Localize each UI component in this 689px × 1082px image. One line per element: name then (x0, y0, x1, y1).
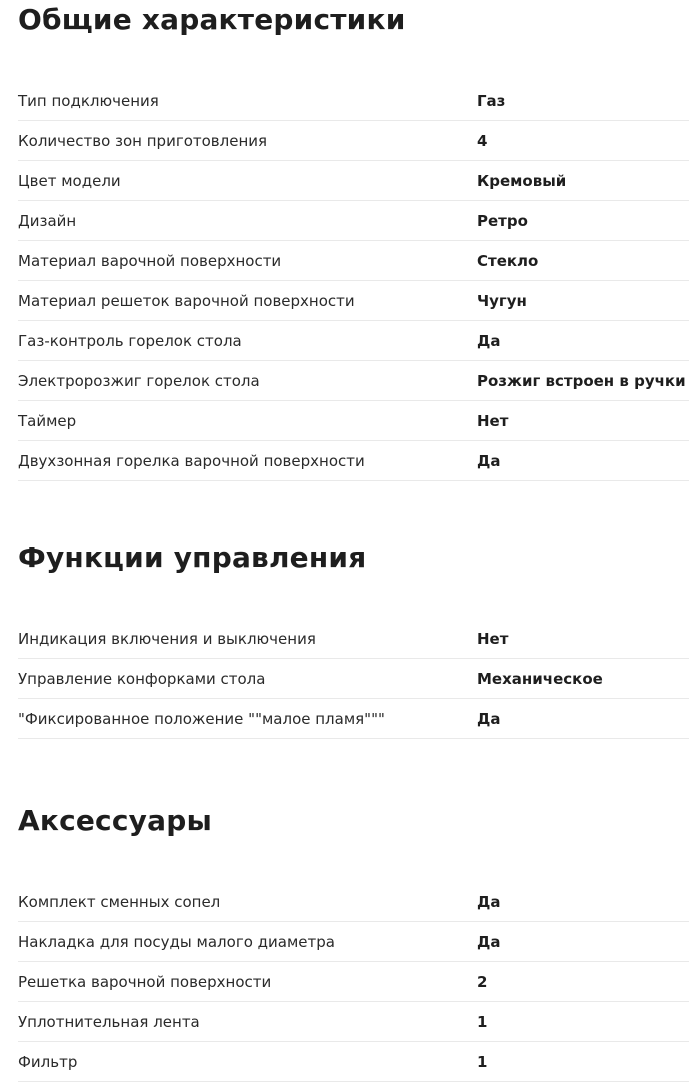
spec-label: Тип подключения (18, 92, 159, 110)
spec-label: Уплотнительная лента (18, 1013, 200, 1031)
spec-row (18, 441, 689, 481)
spec-value: 1 (477, 1013, 488, 1031)
spec-row (18, 281, 689, 321)
spec-label: Индикация включения и выключения (18, 630, 316, 648)
spec-label: Накладка для посуды малого диаметра (18, 933, 335, 951)
spec-row (18, 241, 689, 281)
section-accessories (18, 804, 689, 1082)
spec-row (18, 699, 689, 739)
spec-value: Нет (477, 412, 509, 430)
spec-label: Материал решеток варочной поверхности (18, 292, 355, 310)
spec-label: "Фиксированное положение ""малое пламя""" (18, 710, 385, 728)
spec-value: 4 (477, 132, 488, 150)
spec-value: Газ (477, 92, 506, 110)
spec-row (18, 121, 689, 161)
spec-value: Ретро (477, 212, 528, 230)
spec-row (18, 619, 689, 659)
spec-row (18, 161, 689, 201)
spec-row (18, 659, 689, 699)
section-title: Функции управления (18, 541, 367, 574)
spec-value: Да (477, 933, 501, 951)
spec-value: Кремовый (477, 172, 567, 190)
spec-label: Газ-контроль горелок стола (18, 332, 242, 350)
spec-row (18, 321, 689, 361)
spec-value: Розжиг встроен в ручки (477, 372, 686, 390)
spec-value: 2 (477, 973, 488, 991)
spec-table (18, 619, 689, 739)
spec-row (18, 401, 689, 441)
spec-value: Чугун (477, 292, 527, 310)
section-controls (18, 541, 689, 739)
spec-row (18, 882, 689, 922)
spec-row (18, 1042, 689, 1082)
spec-row (18, 962, 689, 1002)
spec-row (18, 1002, 689, 1042)
spec-row (18, 922, 689, 962)
spec-label: Цвет модели (18, 172, 121, 190)
spec-value: 1 (477, 1053, 488, 1071)
section-title: Общие характеристики (18, 3, 406, 36)
section-title: Аксессуары (18, 804, 212, 837)
section-general (18, 3, 689, 481)
spec-label: Таймер (18, 412, 77, 430)
spec-value: Нет (477, 630, 509, 648)
spec-label: Электророзжиг горелок стола (18, 372, 260, 390)
spec-label: Двухзонная горелка варочной поверхности (18, 452, 365, 470)
spec-label: Материал варочной поверхности (18, 252, 282, 270)
spec-value: Механическое (477, 670, 603, 688)
spec-label: Количество зон приготовления (18, 132, 268, 150)
spec-label: Фильтр (18, 1053, 78, 1071)
spec-label: Комплект сменных сопел (18, 893, 221, 911)
spec-value: Да (477, 710, 501, 728)
spec-value: Стекло (477, 252, 539, 270)
spec-label: Дизайн (18, 212, 77, 230)
spec-value: Да (477, 893, 501, 911)
spec-value: Да (477, 452, 501, 470)
spec-label: Управление конфорками стола (18, 670, 266, 688)
spec-table (18, 882, 689, 1082)
spec-value: Да (477, 332, 501, 350)
spec-label: Решетка варочной поверхности (18, 973, 272, 991)
spec-row (18, 361, 689, 401)
spec-row (18, 81, 689, 121)
spec-row (18, 201, 689, 241)
spec-table (18, 81, 689, 481)
